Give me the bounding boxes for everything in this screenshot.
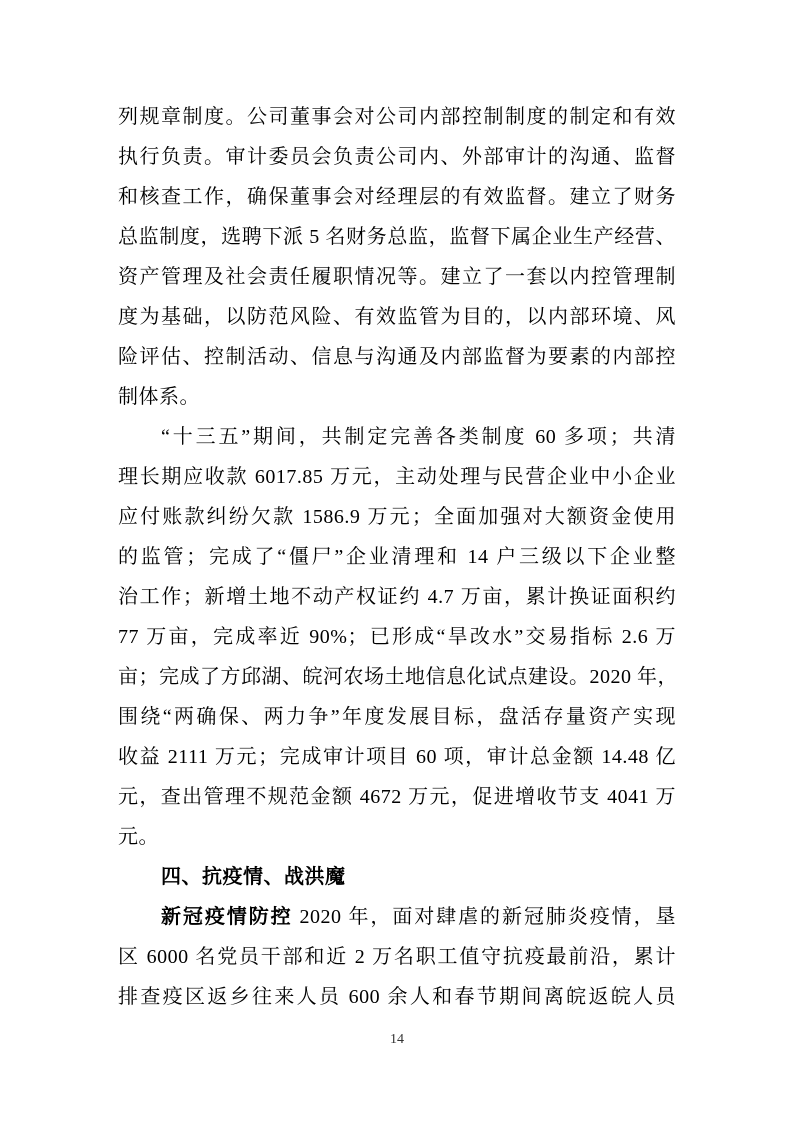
text-line: [118, 457, 676, 497]
document-body: [118, 97, 676, 1017]
text-run: 治工作；新增土地不动产权证约 4.7 万亩，累计换证面积约: [118, 586, 676, 608]
text-run: 总监制度，选聘下派 5 名财务总监，监督下属企业生产经营、: [118, 226, 676, 248]
text-run: 元，查出管理不规范金额 4672 万元，促进增收节支 4041 万: [118, 786, 676, 808]
text-line: [118, 577, 676, 617]
text-line: [118, 617, 676, 657]
bold-text-run: 新冠疫情防控: [161, 906, 293, 928]
text-line: [118, 777, 676, 817]
text-run: 度为基础，以防范风险、有效监管为目的，以内部环境、风: [118, 306, 676, 328]
text-line: [118, 977, 676, 1017]
text-run: 制体系。: [118, 386, 200, 408]
text-line: [118, 337, 676, 377]
text-run: 元。: [118, 826, 159, 848]
text-run: 资产管理及社会责任履职情况等。建立了一套以内控管理制: [118, 266, 676, 288]
text-run: 77 万亩，完成率近 90%；已形成“旱改水”交易指标 2.6 万: [118, 626, 676, 648]
text-run: 围绕“两确保、两力争”年度发展目标，盘活存量资产实现: [118, 706, 676, 728]
text-line: [118, 377, 676, 417]
text-line: [118, 697, 676, 737]
text-line: [118, 497, 676, 537]
bold-text-run: 四、抗疫情、战洪魔: [161, 866, 346, 888]
text-line: [118, 97, 676, 137]
text-line: [118, 897, 676, 937]
text-line: [118, 297, 676, 337]
text-run: 收益 2111 万元；完成审计项目 60 项，审计总金额 14.48 亿: [118, 746, 676, 768]
text-run: “十三五”期间，共制定完善各类制度 60 多项；共清: [161, 426, 676, 448]
text-line: [118, 657, 676, 697]
text-line: [118, 257, 676, 297]
section-heading: [118, 857, 676, 897]
page-number: 14: [390, 1032, 404, 1047]
text-run: 区 6000 名党员干部和近 2 万名职工值守抗疫最前沿，累计: [118, 946, 676, 968]
text-run: 理长期应收款 6017.85 万元，主动处理与民营企业中小企业: [118, 466, 676, 488]
text-run: 排查疫区返乡往来人员 600 余人和春节期间离皖返皖人员: [118, 986, 676, 1008]
text-line: [118, 817, 676, 857]
text-line: [118, 537, 676, 577]
text-run: 列规章制度。公司董事会对公司内部控制制度的制定和有效: [118, 106, 676, 128]
text-line: [118, 937, 676, 977]
text-line: [118, 137, 676, 177]
text-run: 的监管；完成了“僵尸”企业清理和 14 户三级以下企业整: [118, 546, 676, 568]
text-run: 2020 年，面对肆虐的新冠肺炎疫情，垦: [292, 906, 677, 928]
text-run: 执行负责。审计委员会负责公司内、外部审计的沟通、监督: [118, 146, 676, 168]
text-line: [118, 217, 676, 257]
text-line: [118, 417, 676, 457]
text-line: [118, 177, 676, 217]
text-run: 亩；完成了方邱湖、皖河农场土地信息化试点建设。2020 年，: [118, 666, 678, 688]
text-run: 险评估、控制活动、信息与沟通及内部监督为要素的内部控: [118, 346, 676, 368]
text-line: [118, 737, 676, 777]
text-run: 和核查工作，确保董事会对经理层的有效监督。建立了财务: [118, 186, 676, 208]
text-run: 应付账款纠纷欠款 1586.9 万元；全面加强对大额资金使用: [118, 506, 676, 528]
